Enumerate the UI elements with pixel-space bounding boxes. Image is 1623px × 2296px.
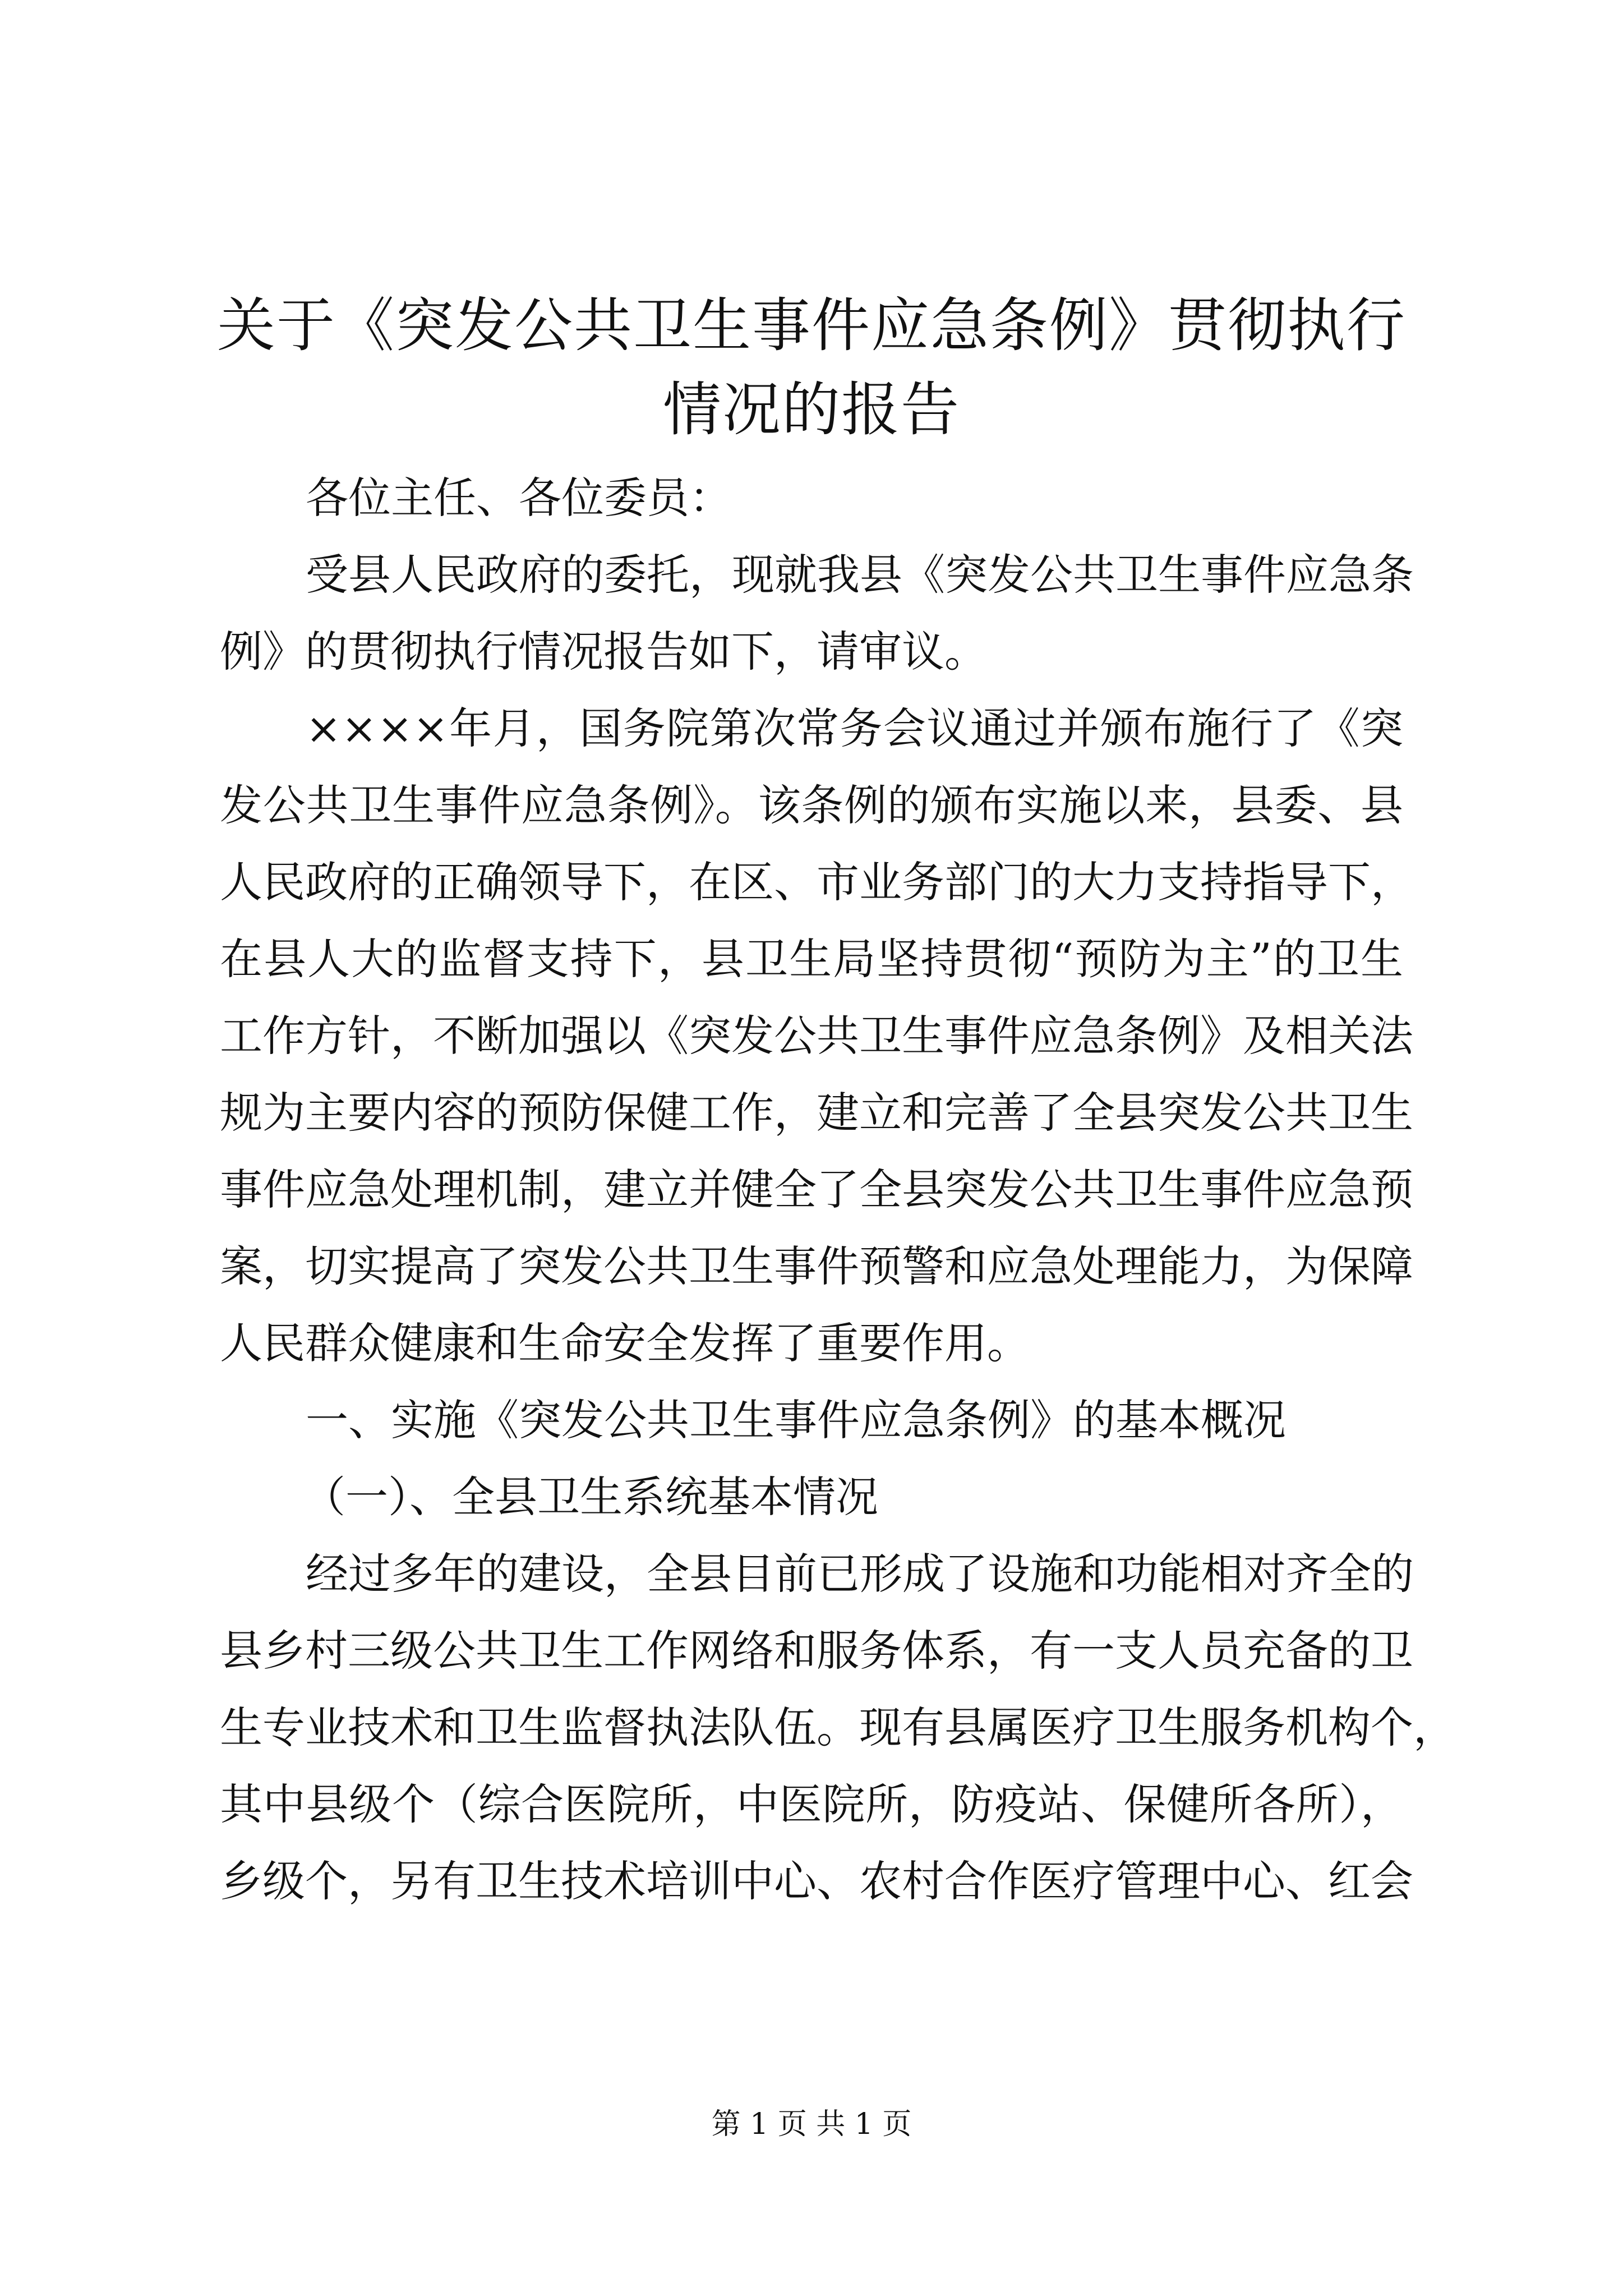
paragraph-2-line: 案，切实提高了突发公共卫生事件预警和应急处理能力，为保障 [220,1241,1413,1291]
paragraph-2-line: 人民群众健康和生命安全发挥了重要作用。 [220,1318,1030,1368]
paragraph-1-line: 例》的贯彻执行情况报告如下，请审议。 [220,627,987,677]
paragraph-3-line: 生专业技术和卫生监督执法队伍。现有县属医疗卫生服务机构个， [220,1703,1456,1752]
paragraph-2-line: 规为主要内容的预防保健工作，建立和完善了全县突发公共卫生 [220,1088,1413,1138]
paragraph-3-line: 其中县级个（综合医院所，中医院所，防疫站、保健所各所）， [220,1779,1403,1829]
paragraph-2-line: 在县人大的监督支持下，县卫生局坚持贯彻“预防为主”的卫生 [220,934,1403,984]
paragraph-2-line: 事件应急处理机制，建立并健全了全县突发公共卫生事件应急预 [220,1165,1413,1214]
page-footer: 第 1 页 共 1 页 [711,2108,912,2141]
paragraph-3-line: 乡级个，另有卫生技术培训中心、农村合作医疗管理中心、红会 [220,1856,1413,1906]
paragraph-3-line: 经过多年的建设，全县目前已形成了设施和功能相对齐全的 [306,1549,1414,1599]
document-title-line-1: 关于《突发公共卫生事件应急条例》贯彻执行 [216,291,1406,360]
paragraph-1-line: 受县人民政府的委托，现就我县《突发公共卫生事件应急条 [306,550,1414,600]
document-title-line-2: 情况的报告 [662,375,960,444]
paragraph-2-line: ××××年月，国务院第次常务会议通过并颁布施行了《突 [306,703,1403,753]
paragraph-2-line: 工作方针，不断加强以《突发公共卫生事件应急条例》及相关法 [220,1011,1413,1061]
paragraph-2-line: 人民政府的正确领导下，在区、市业务部门的大力支持指导下， [220,857,1413,907]
paragraph-3-line: 县乡村三级公共卫生工作网络和服务体系，有一支人员充备的卫 [220,1626,1413,1676]
section-heading-1: 一、实施《突发公共卫生事件应急条例》的基本概况 [306,1395,1286,1445]
salutation: 各位主任、各位委员： [306,473,732,523]
section-heading-2: （一）、全县卫生系统基本情况 [303,1472,878,1522]
paragraph-2-line: 发公共卫生事件应急条例》。该条例的颁布实施以来，县委、县 [220,780,1403,830]
